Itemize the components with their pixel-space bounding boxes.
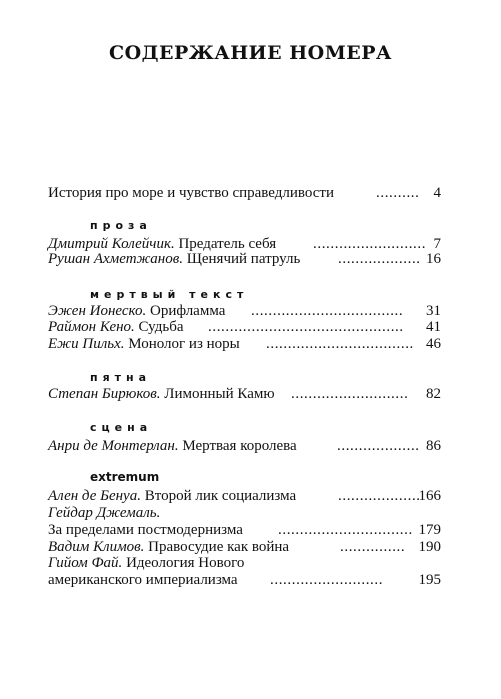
entry-title: Судьба [134, 319, 184, 335]
leader-dots: ................... [338, 488, 421, 504]
page-number: 179 [418, 522, 441, 538]
leader-dots: .................................. [266, 336, 414, 352]
page-number: 82 [426, 386, 441, 402]
entry-title: Щенячий патруль [182, 251, 301, 267]
entry-title: Мертвая королева [178, 438, 297, 454]
entry-author: Гийом Фай. [48, 555, 123, 571]
leader-dots: .......................... [313, 236, 427, 252]
page-number: 195 [418, 572, 441, 588]
toc-entry [48, 249, 441, 269]
leader-dots: .......................... [270, 572, 384, 588]
entry-author: Гейдар Джемаль. [48, 505, 161, 521]
page-number: 41 [426, 319, 441, 335]
entry-title: американского империализма [48, 572, 238, 588]
toc-entry [48, 384, 441, 404]
entry-title: Лимонный Камю [160, 386, 275, 402]
toc-entry [48, 570, 441, 590]
entry-title: Орифламма [146, 303, 226, 319]
page-title: СОДЕРЖАНИЕ НОМЕРА [108, 42, 393, 64]
page-number: 16 [426, 251, 441, 267]
section-heading-scena: сцена [90, 421, 153, 434]
entry-author: Раймон Кено. [48, 319, 135, 335]
leader-dots: ............................... [278, 522, 413, 538]
entry-author: Анри де Монтерлан. [48, 438, 179, 454]
entry-author: Вадим Климов. [48, 539, 145, 555]
entry-author: Степан Бирюков. [48, 386, 161, 402]
entry-title: История про море и чувство справедливости [48, 185, 334, 201]
entry-author: Ежи Пильх. [48, 336, 125, 352]
leader-dots: ............................................. [208, 319, 404, 335]
leader-dots: .......... [376, 185, 420, 201]
entry-title: Монолог из норы [124, 336, 240, 352]
entry-title: Предатель себя [174, 236, 277, 252]
entry-title: Правосудие как война [144, 539, 290, 555]
section-heading-extremum: extremum [90, 470, 160, 484]
page-number: 166 [418, 488, 441, 504]
leader-dots: ........................... [291, 386, 409, 402]
section-heading-pyatna: пятна [90, 371, 152, 384]
section-heading-proza: проза [90, 219, 152, 232]
page-number: 86 [426, 438, 441, 454]
page-number: 190 [418, 539, 441, 555]
toc-entry [48, 334, 441, 354]
page-number: 31 [426, 303, 441, 319]
leader-dots: ................................... [251, 303, 404, 319]
entry-title: Идеология Нового [122, 555, 245, 571]
toc-entry [48, 436, 441, 456]
leader-dots: ................... [337, 438, 420, 454]
entry-author: Рушан Ахметжанов. [48, 251, 183, 267]
entry-title: Второй лик социализма [140, 488, 297, 504]
page-number: 7 [433, 236, 441, 252]
page-number: 4 [433, 185, 441, 201]
entry-author: Ален де Бенуа. [48, 488, 141, 504]
entry-author: Дмитрий Колейчик. [48, 236, 175, 252]
leader-dots: ................... [338, 251, 421, 267]
toc-entry-intro [48, 183, 441, 203]
leader-dots: ............... [340, 539, 406, 555]
page-number: 46 [426, 336, 441, 352]
entry-title: За пределами постмодернизма [48, 522, 243, 538]
section-heading-mertvy-tekst: мертвый текст [90, 288, 249, 301]
entry-author: Эжен Ионеско. [48, 303, 147, 319]
